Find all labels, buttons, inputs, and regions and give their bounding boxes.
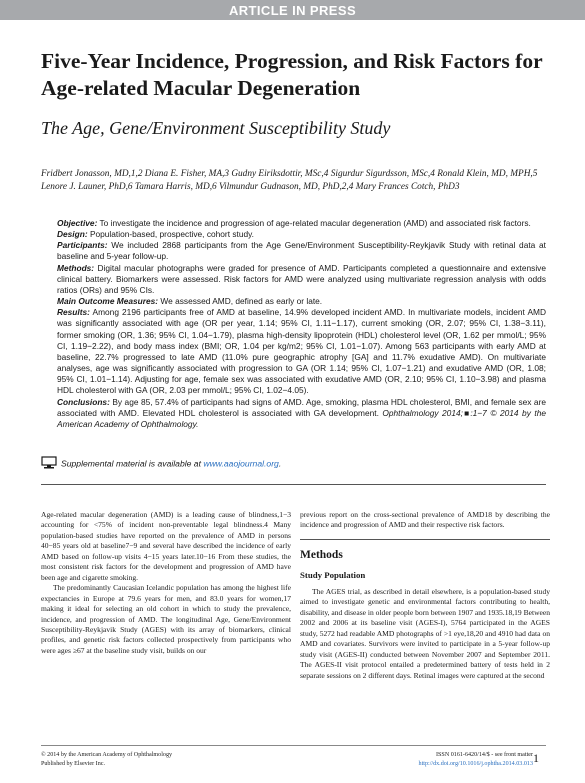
issn: ISSN 0161-6420/14/$ - see front matter: [436, 752, 533, 758]
abstract-methods: [41, 263, 546, 296]
methods-text: Digital macular photographs were graded for presence of AMD. Participants completed a questionnaire and extensive clinical battery. Biomarkers were assessed. Risk factors for AMD were analyzed using multivariate regression analysis with odds ratios (ORs) and 95% CIs.: [57, 262, 546, 295]
methods-heading: Methods: [300, 548, 343, 561]
study-population-heading: Study Population: [300, 569, 366, 580]
results-text: Among 2196 participants free of AMD at baseline, 14.9% developed incident AMD. In multivariate models, incident AMD was significantly associated with age (OR per year, 1.14; 95% CI, 1.11−1.17), current smoking (OR, 2.07; 95% CI, 1.38−3.11), former smoking (OR, 1.36; 95% CI, 1.04−1.79), plasma high-density lipoprotein (HDL) cholesterol level (OR, 1.62 per mmol/L; 95% CI, 1.19−2.22), and body mass index (BMI; OR, 1.04 per kg/m2; 95% CI, 1.01−1.07). Among 563 participants with early AMD at baseline, 22.7% progressed to late AMD (11.0% pure geographic atrophy [GA] and 11.7% exudative AMD). On multivariate analyses, age was significantly associated with progression to GA (OR 1.14; 95% CI, 1.07−1.21) and exudative AMD (OR, 1.08; 95% CI, 1.01−1.14). Adjusting for age, female sex was associated with exudative AMD (OR, 2.10; 95% CI, 1.10−3.98) and plasma HDL cholesterol with GA (OR, 2.03 per mmol/L; 95% CI, 1.02−4.05).: [57, 307, 547, 396]
abstract: [41, 218, 546, 430]
participants-text: We included 2868 participants from the Age Gene/Environment Susceptibility-Reykjavik Study with retinal data at baseline and 5-year follow-up.: [57, 240, 546, 262]
author-list: Fridbert Jonasson, MD,1,2 Diana E. Fisher, MA,3 Gudny Eiriksdottir, MSc,4 Sigurdur Sigurdsson, MSc,4 Ronald Klein, MD, MPH,5 Lenore J. Launer, PhD,6 Tamara Harris, MD,6 Vilmundur Gudnason, MD, PhD,2,4 Mary Frances Cotch, PhD3: [41, 169, 538, 193]
article-in-press-banner: ARTICLE IN PRESS: [0, 0, 585, 20]
section-divider: [41, 484, 546, 485]
objective-text: To investigate the incidence and progression of age-related macular degeneration (AMD) and associated risk factors.: [99, 218, 531, 228]
paper-subtitle: The Age, Gene/Environment Susceptibility Study: [41, 118, 391, 138]
abstract-design: [41, 229, 546, 240]
footer-right: [358, 751, 533, 768]
copyright: © 2014 by the American Academy of Ophthalmology: [41, 752, 173, 758]
conclusions-text: By age 85, 57.4% of participants had signs of AMD. Age, smoking, plasma HDL cholesterol, BMI, and female sex are associated with AMD. Elevated HDL cholesterol is associated with GA development.: [57, 396, 546, 418]
abstract-outcome: [41, 296, 546, 307]
methods-paragraph-1: The AGES trial, as described in detail elsewhere, is a population-based study aimed to investigate genetic and environmental factors contributing to health, disability, and disease in older people born between 1907 and 1935.18,19 Between 2002 and 2006 at its baseline visit (AGES-I), 5764 participated in the AGES study, 5272 had readable AMD photographs of >1 eye,18,20 and 4910 had data on AMD and covariates. Survivors were invited to participate in a 5-year follow-up study visit (AGES-II) conducted between November 2007 and September 2011. The AGES-II visit protocol entailed a predetermined battery of tests held in 2 separate sessions on 2 different days. Retinal images were captured at the second: [300, 586, 550, 680]
right-column: [300, 510, 550, 681]
left-column: [41, 510, 291, 656]
abstract-objective: [41, 218, 546, 229]
design-label: Design:: [57, 229, 88, 240]
supplemental-note: [41, 456, 546, 472]
conclusions-label: Conclusions:: [57, 396, 110, 407]
intro-paragraph-3: previous report on the cross-sectional prevalence of AMD18 by describing the incidence and progression of AMD and their respective risk factors.: [300, 510, 550, 530]
page-number: 1: [533, 751, 539, 765]
publisher: Published by Elsevier Inc.: [41, 760, 105, 767]
paper-title: Five-Year Incidence, Progression, and Risk Factors for Age-related Macular Degeneration: [41, 49, 543, 100]
outcome-text: We assessed AMD, defined as early or late.: [160, 296, 323, 307]
participants-label: Participants:: [57, 240, 108, 251]
methods-rule: [300, 539, 550, 540]
intro-paragraph-1: Age-related macular degeneration (AMD) is a leading cause of blindness,1−3 accounting for <75% of incident non-preventable legal blindness.4 Many population-based studies have reported on the prevalence of AMD in persons 40−85 years old at baseline7−9 and several have described the incidence of early AMD based on follow-up visits 4−15 years later.10−16 From these studies, the most consistent risk factors for the development and progression of AMD have been age and cigarette smoking.: [41, 510, 291, 582]
citation: Ophthalmology 2014;■:1−7 © 2014 by the American Academy of Ophthalmology.: [57, 407, 546, 429]
design-text: Population-based, prospective, cohort study.: [89, 229, 254, 240]
abstract-results: [41, 307, 546, 396]
methods-label: Methods:: [57, 262, 95, 273]
computer-icon: [41, 456, 57, 472]
abstract-conclusions: [41, 397, 546, 430]
objective-label: Objective:: [57, 218, 98, 228]
footer-left: [41, 751, 172, 768]
outcome-label: Main Outcome Measures:: [57, 296, 159, 307]
supplemental-end: .: [278, 458, 282, 469]
footer-divider: [41, 745, 546, 746]
supplemental-text: Supplemental material is available at: [61, 458, 201, 469]
journal-link[interactable]: www.aaojournal.org: [203, 458, 279, 469]
abstract-participants: [41, 240, 546, 262]
doi-link[interactable]: http://dx.doi.org/10.1016/j.ophtha.2014.03.013: [418, 760, 533, 767]
intro-paragraph-2: The predominantly Caucasian Icelandic population has among the highest life expectancies in Europe at 79.6 years for men, and 83.0 years for women,17 making it ideal for selecting an old cohort in which to study the prevalence, incidence, and progression of AMD. The longitudinal Age, Gene/Environment Susceptibility-Reykjavik Study (AGES) with its array of biomarkers, clinical profiles, and genetic risk factors collected prospectively from participants who were ages ≥67 at the baseline study visit, builds on our: [41, 583, 291, 655]
results-label: Results:: [57, 307, 90, 318]
